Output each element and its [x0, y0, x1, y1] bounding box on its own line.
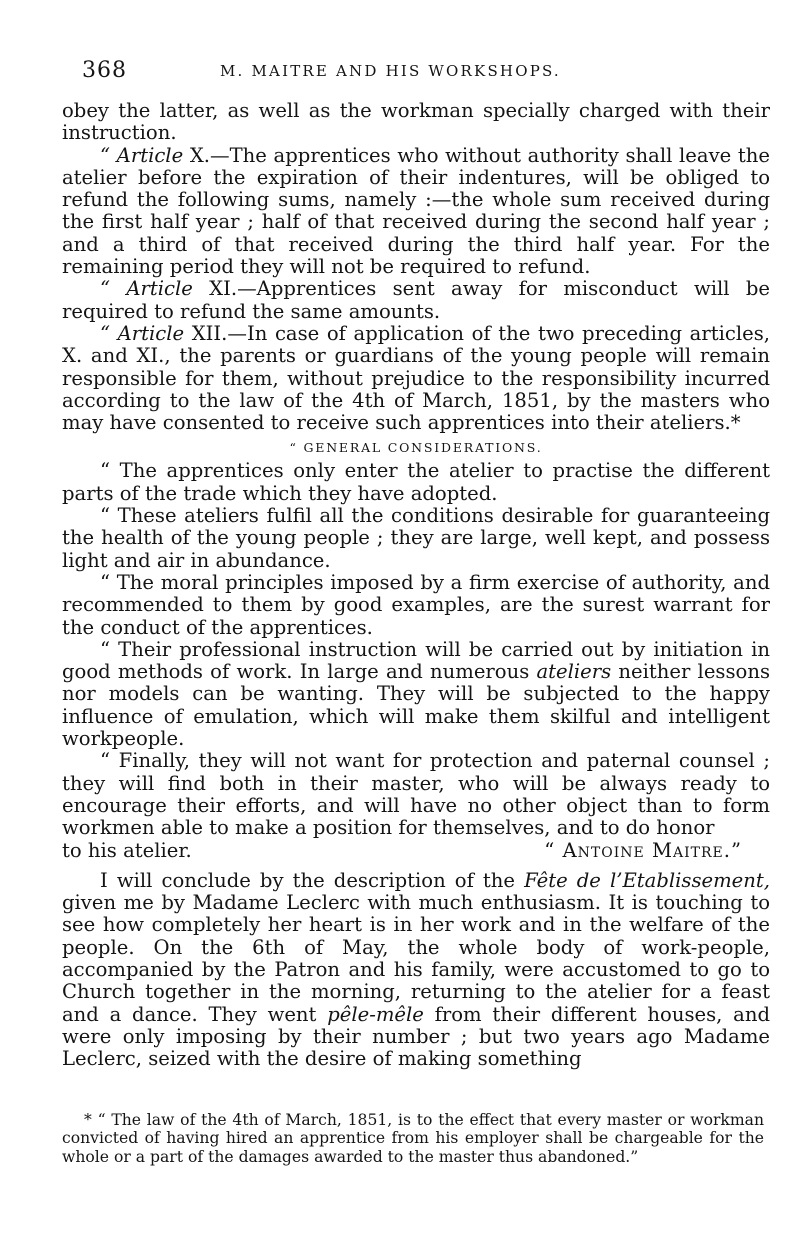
text-run: given me by Madame Leclerc with much enthusiasm. It is touching to see how completely her heart is in her work and in the welfare of the people. On the 6th of May, the whole body of work-people, accompanied by the Patron and his family, were accustomed to go to Church together in the morning, returning to the atelier for a feast and a dance. They went: [62, 891, 770, 1026]
paragraph-article-x: [62, 145, 770, 279]
running-head: [82, 58, 770, 88]
body-text: [62, 100, 770, 1070]
paragraph-article-xii: [62, 323, 770, 434]
article-text: XI.—Apprentices sent away for misconduct will be required to refund the same amounts.: [62, 277, 770, 323]
paragraph: “ The apprentices only enter the atelier to practise the different parts of the trade which they have adopted.: [62, 459, 770, 505]
article-label: “ Article: [100, 143, 184, 167]
article-text: XII.—In case of application of the two preceding articles, X. and XI., the parents or guardians of the young people will remain responsible for them, without prejudice to the responsibility incurred according to the law of the 4th of March, 1851, by the masters who may have consented to receive such apprentices into their ateliers.*: [62, 321, 770, 435]
article-label: “ Article: [100, 321, 185, 345]
paragraph: “ Finally, they will not want for protection and paternal counsel ; they will find both in their master, who will be always ready to encourage their efforts, and will have no other object than to form workmen able to make a position for themselves, and to do honor: [62, 749, 770, 840]
page-number: 368: [82, 58, 127, 83]
paragraph: [62, 870, 770, 1071]
text-run: I will conclude by the description of the: [100, 868, 525, 892]
italic-run: ateliers: [536, 660, 612, 684]
signature: “ Antoine Maitre.”: [544, 838, 742, 862]
italic-run: pêle-mêle: [327, 1002, 424, 1026]
paragraph-continued: obey the latter, as well as the workman specially charged with their instruction.: [62, 99, 770, 145]
paragraph-article-xi: [62, 278, 770, 323]
signature-line: [62, 840, 770, 862]
italic-run: Fête de l’Etablissement,: [524, 868, 770, 892]
section-heading: “ GENERAL CONSIDERATIONS.: [289, 440, 543, 456]
text-run: “ Their professional instruction will be carried out by initiation in good methods of work. In large and numerous: [62, 637, 770, 684]
paragraph: “ These ateliers fulfil all the conditions desirable for guaranteeing the health of the young people ; they are large, well kept, and possess light and air in abundance.: [62, 504, 770, 572]
article-label: “ Article: [100, 277, 193, 301]
text-run: neither lessons nor models can be wanting. They will be subjected to the happy influence of emulation, which will make them skilful and intelligent workpeople.: [62, 660, 771, 751]
footnote-text: * “ The law of the 4th of March, 1851, is to the effect that every master or workman convicted of having hired an apprentice from his employer shall be chargeable for the whole or a part of the damages awarded to the master thus abandoned.”: [62, 1111, 764, 1166]
text-run: from their different houses, and were only imposing by their number ; but two years ago Madame Leclerc, seized with the desire of making something: [62, 1002, 770, 1071]
paragraph: [62, 639, 770, 750]
article-text: X.—The apprentices who without authority shall leave the atelier before the expiration of their indentures, will be obliged to refund the following sums, namely :—the whole sum received during the first half year ; half of that received during the second half year ; and a third of that received during the third half year. For the remaining period they will not be required to refund.: [62, 143, 770, 279]
footnote: [62, 1111, 764, 1166]
paragraph: “ The moral principles imposed by a firm exercise of authority, and recommended to them by good examples, are the surest warrant for the conduct of the apprentices.: [62, 570, 770, 639]
paragraph-end: to his atelier.: [62, 838, 192, 862]
running-title: M. MAITRE AND HIS WORKSHOPS.: [220, 62, 561, 80]
